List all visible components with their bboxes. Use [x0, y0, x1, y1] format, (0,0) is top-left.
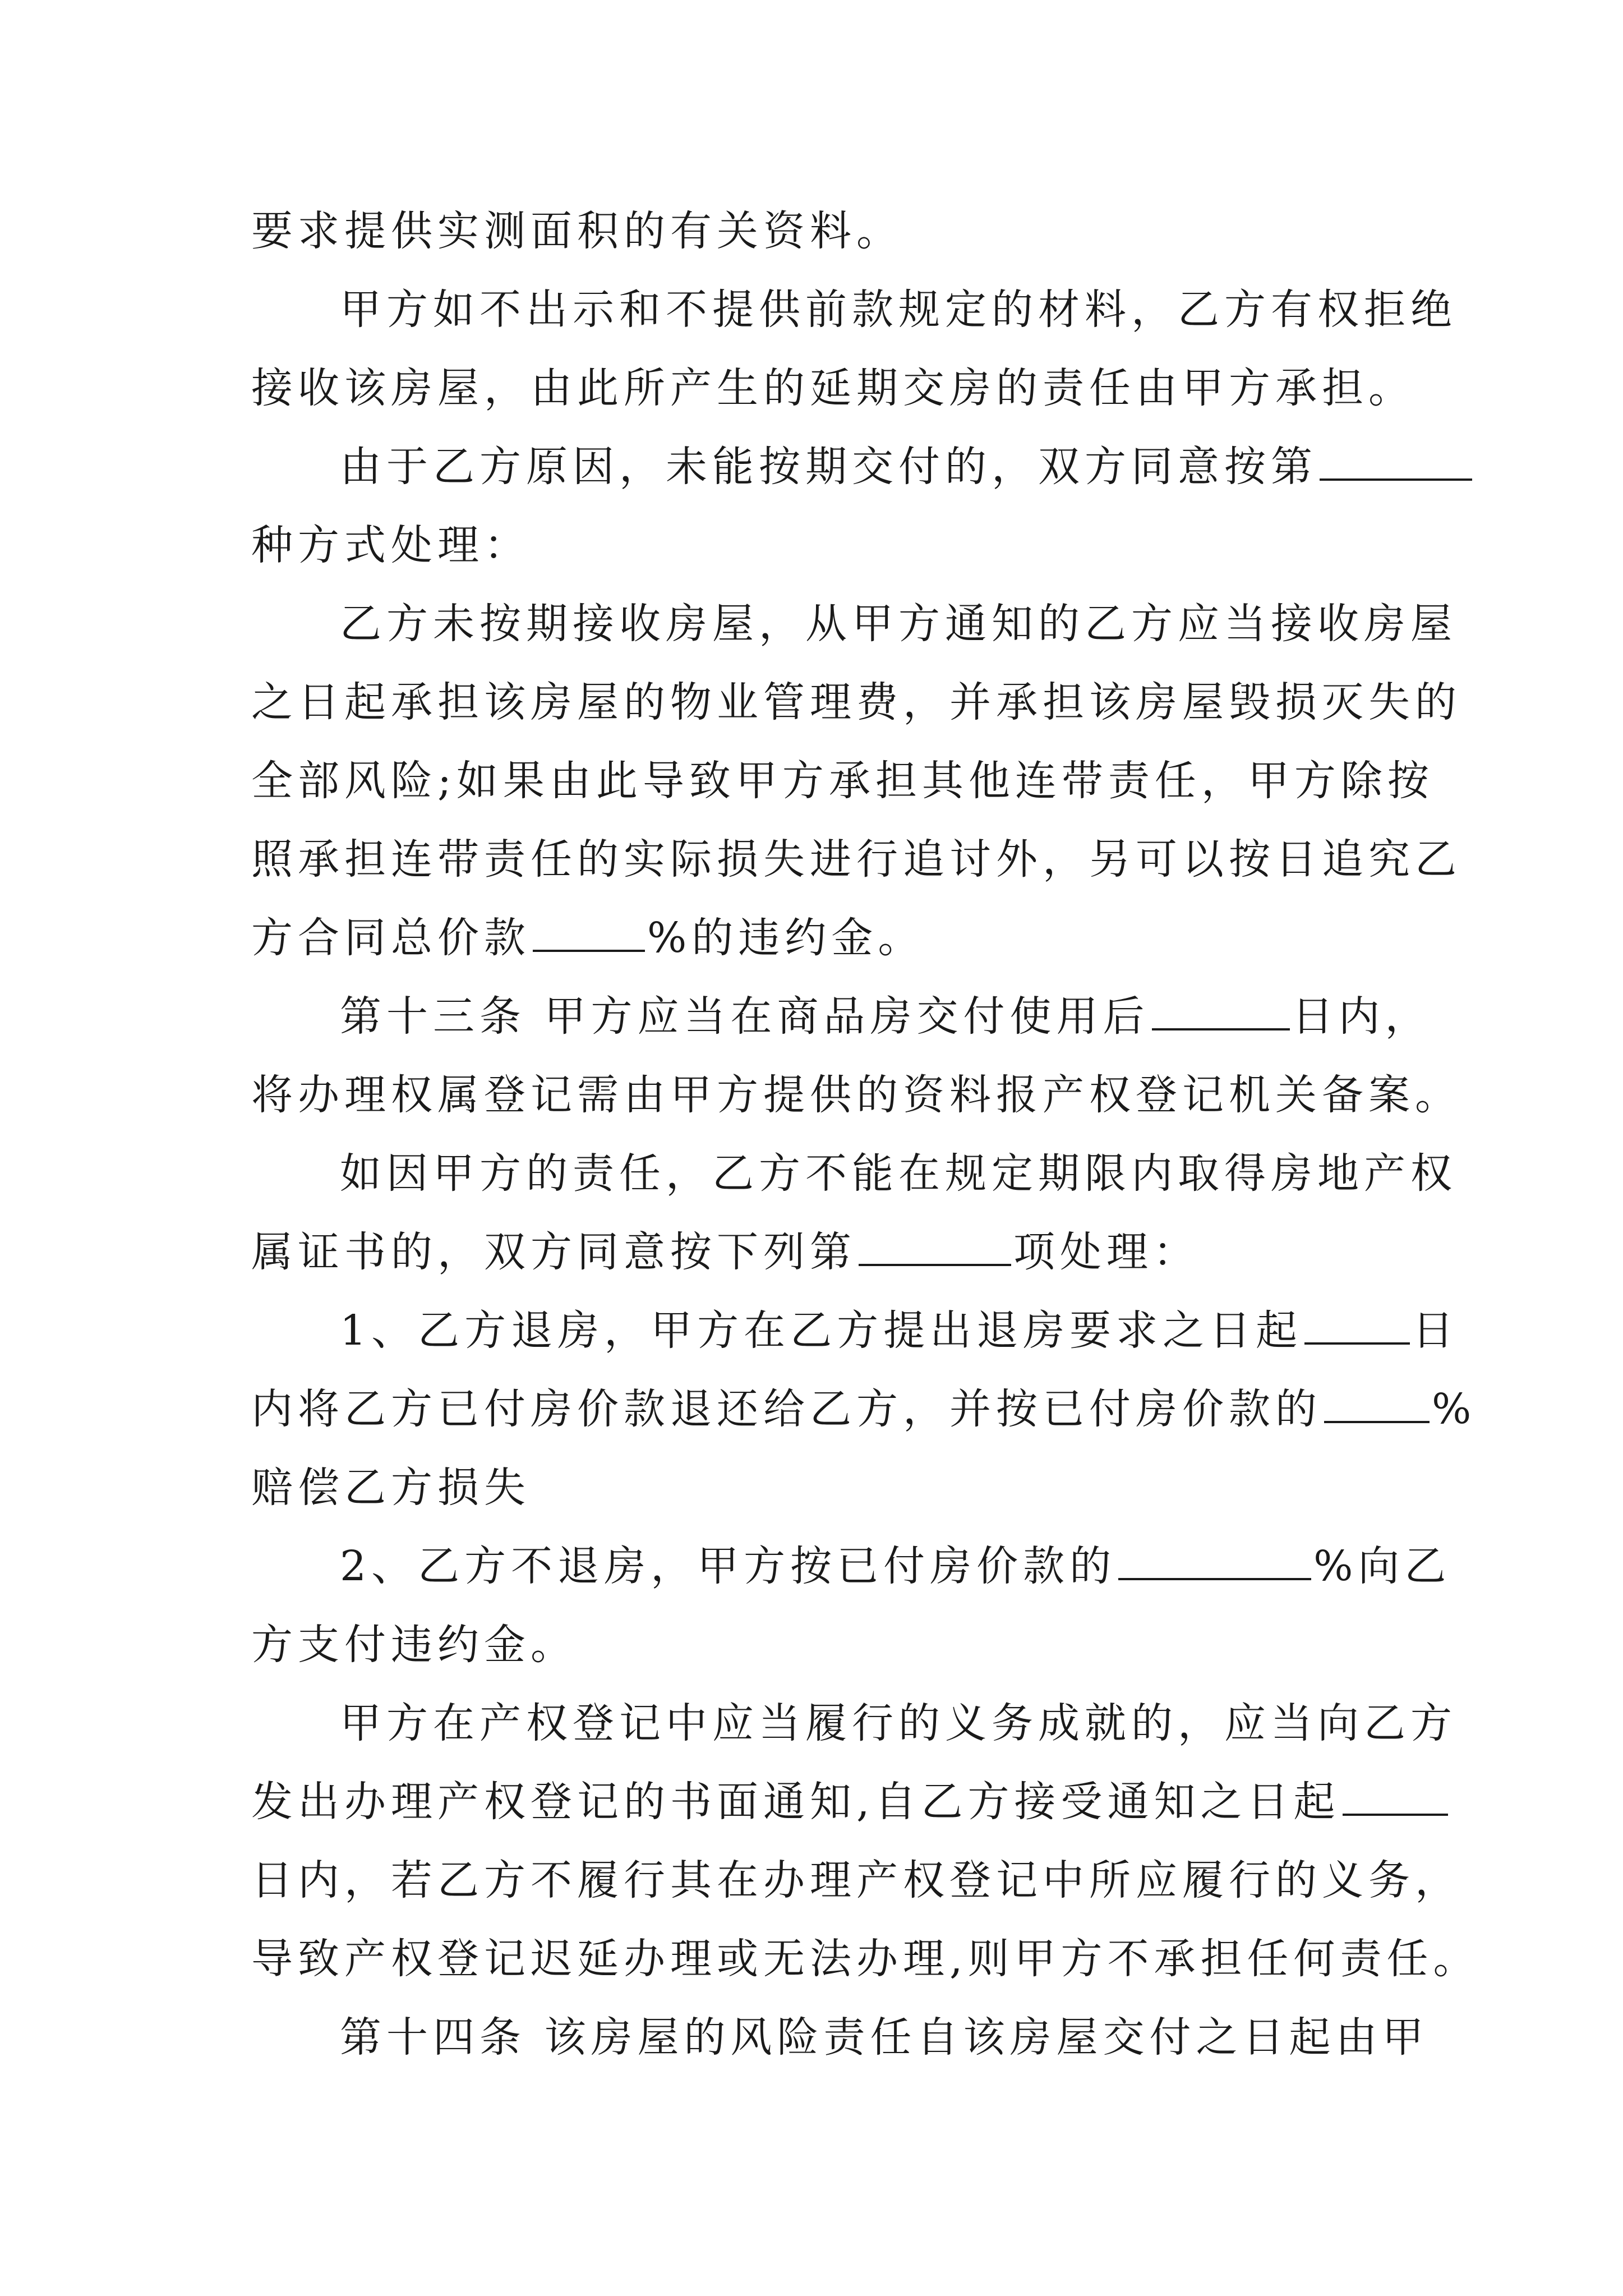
text-line — [251, 1375, 1476, 1443]
text-line: 赔偿乙方损失 — [251, 1464, 531, 1512]
text-segment: 项处理： — [1013, 1228, 1200, 1276]
text-line: 如因甲方的责任，乙方不能在规定期限内取得房地产权 — [340, 1149, 1457, 1198]
text-line: 将办理权属登记需由甲方提供的资料报产权登记机关备案。 — [251, 1071, 1461, 1119]
text-segment: 方合同总价款 — [251, 914, 531, 962]
text-segment: 1、乙方退房，甲方在乙方提出退房要求之日起 — [340, 1306, 1303, 1355]
fill-blank — [1304, 1305, 1410, 1345]
text-segment: 第十三条 甲方应当在商品房交付使用后 — [340, 992, 1150, 1041]
text-segment: 发出办理产权登记的书面通知,自乙方接受通知之日起 — [251, 1778, 1340, 1826]
text-line: 照承担连带责任的实际损失进行追讨外，另可以按日追究乙 — [251, 835, 1461, 884]
text-line: 全部风险;如果由此导致甲方承担其他连带责任，甲方除按 — [251, 757, 1434, 805]
text-line — [340, 983, 1432, 1050]
text-line — [340, 1533, 1451, 1600]
text-line: 方支付违约金。 — [251, 1621, 577, 1669]
text-segment: 日 — [1412, 1306, 1459, 1355]
text-line: 种方式处理： — [251, 521, 531, 569]
text-line: 之日起承担该房屋的物业管理费，并承担该房屋毁损灭失的 — [251, 678, 1461, 726]
text-segment: 内将乙方已付房价款退还给乙方，并按已付房价款的 — [251, 1385, 1322, 1433]
text-line: 第十四条 该房屋的风险责任自该房屋交付之日起由甲 — [340, 2013, 1429, 2062]
fill-blank — [1152, 991, 1290, 1030]
fill-blank — [859, 1227, 1011, 1266]
text-line: 乙方未按期接收房屋，从甲方通知的乙方应当接收房屋 — [340, 600, 1457, 648]
text-line: 要求提供实测面积的有关资料。 — [251, 207, 903, 255]
text-segment: %向乙 — [1313, 1542, 1451, 1590]
fill-blank — [533, 913, 645, 952]
text-line: 日内，若乙方不履行其在办理产权登记中所应履行的义务， — [251, 1856, 1461, 1904]
text-segment: 2、乙方不退房，甲方按已付房价款的 — [340, 1542, 1117, 1590]
text-segment: 属证书的，双方同意按下列第 — [251, 1228, 856, 1276]
text-segment: %的违约金。 — [647, 914, 925, 962]
fill-blank — [1324, 1384, 1430, 1423]
text-line — [251, 1768, 1450, 1835]
text-line — [340, 1297, 1459, 1364]
text-line — [340, 433, 1474, 500]
text-segment: 日内， — [1292, 992, 1432, 1041]
text-segment: 由于乙方原因，未能按期交付的，双方同意按第 — [340, 443, 1317, 491]
text-line — [251, 904, 924, 972]
text-line: 导致产权登记迟延办理或无法办理,则甲方不承担任何责任。 — [251, 1935, 1480, 1983]
text-line: 甲方如不出示和不提供前款规定的材料，乙方有权拒绝 — [340, 286, 1457, 334]
fill-blank — [1118, 1541, 1311, 1580]
text-line: 甲方在产权登记中应当履行的义务成就的，应当向乙方 — [340, 1699, 1457, 1747]
text-segment: % — [1432, 1385, 1477, 1433]
fill-blank — [1320, 441, 1472, 481]
text-line: 接收该房屋，由此所产生的延期交房的责任由甲方承担。 — [251, 364, 1415, 412]
fill-blank — [1343, 1777, 1448, 1816]
text-line — [251, 1218, 1200, 1286]
